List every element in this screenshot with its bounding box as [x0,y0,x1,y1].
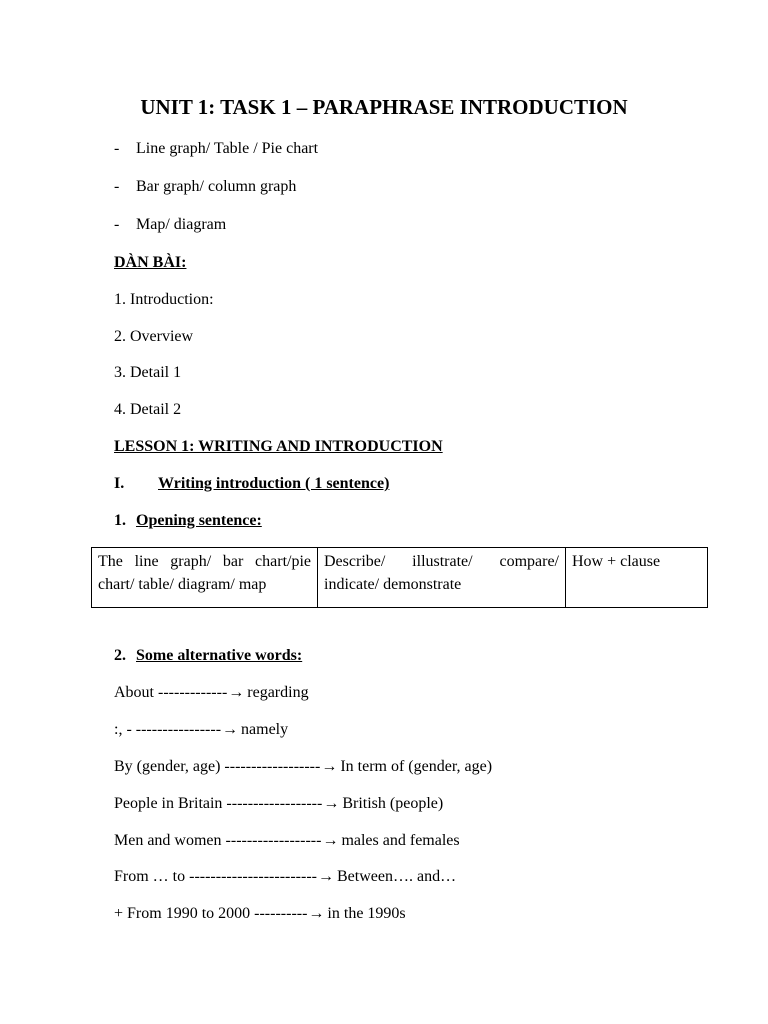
lesson-heading: LESSON 1: WRITING AND INTRODUCTION [114,438,443,455]
alternative-item [114,757,492,777]
subsection-heading-2 [114,646,302,666]
alternative-from: By (gender, age) ------------------ [114,758,321,775]
alternative-to: in the 1990s [327,905,406,922]
alternative-from: From … to ------------------------ [114,868,317,885]
table-row [92,548,708,608]
outline-item: 1. Introduction: [114,291,214,308]
subsection-title: Opening sentence: [136,512,262,529]
subsection-heading-1 [114,511,262,531]
alternative-to: British (people) [342,795,444,812]
alternative-from: People in Britain ------------------ [114,795,323,812]
section-heading-I [114,474,389,494]
opening-sentence-table [91,547,708,608]
alternative-item [114,720,288,740]
arrow-right-icon: → [322,832,339,849]
alternative-to: namely [241,721,289,738]
bullet-text: Map/ diagram [136,216,227,233]
table-cell-verbs: Describe/ illustrate/ compare/ indicate/ demonstrate [318,548,566,608]
bullet-text: Line graph/ Table / Pie chart [136,140,319,157]
alternative-to: males and females [341,832,460,849]
alternative-to: regarding [247,684,309,701]
arrow-right-icon: → [308,905,325,922]
table-cell-subject: The line graph/ bar chart/pie chart/ table/ diagram/ map [92,548,318,608]
subsection-marker: 2. [114,647,126,664]
alternative-from: :, - ---------------- [114,721,222,738]
bullet-item [114,177,296,197]
bullet-marker: - [114,216,120,233]
arrow-right-icon: → [228,684,245,701]
alternative-item [114,904,406,924]
section-title: Writing introduction ( 1 sentence) [158,475,390,492]
outline-item: 3. Detail 1 [114,364,182,381]
bullet-marker: - [114,178,120,195]
alternative-item [114,831,460,851]
table-cell-clause: How + clause [566,548,708,608]
alternative-item [114,794,443,814]
alternative-from: Men and women ------------------ [114,832,322,849]
arrow-right-icon: → [321,758,338,775]
arrow-right-icon: → [222,721,239,738]
arrow-right-icon: → [323,795,340,812]
subsection-marker: 1. [114,512,126,529]
alternative-item [114,683,309,703]
alternative-from: About ------------- [114,684,228,701]
bullet-text: Bar graph/ column graph [136,178,297,195]
bullet-marker: - [114,140,120,157]
alternative-item [114,867,456,887]
page-title: UNIT 1: TASK 1 – PARAPHRASE INTRODUCTION [140,95,628,119]
bullet-item [114,215,226,235]
outline-item: 4. Detail 2 [114,401,182,418]
subsection-title: Some alternative words: [136,647,303,664]
outline-heading: DÀN BÀI: [114,254,187,271]
alternative-from: + From 1990 to 2000 ---------- [114,905,308,922]
alternative-to: In term of (gender, age) [340,758,493,775]
arrow-right-icon: → [318,868,334,885]
alternative-to: Between…. and… [337,868,457,885]
outline-item: 2. Overview [114,328,194,345]
section-marker: I. [114,475,125,492]
bullet-item [114,139,318,159]
